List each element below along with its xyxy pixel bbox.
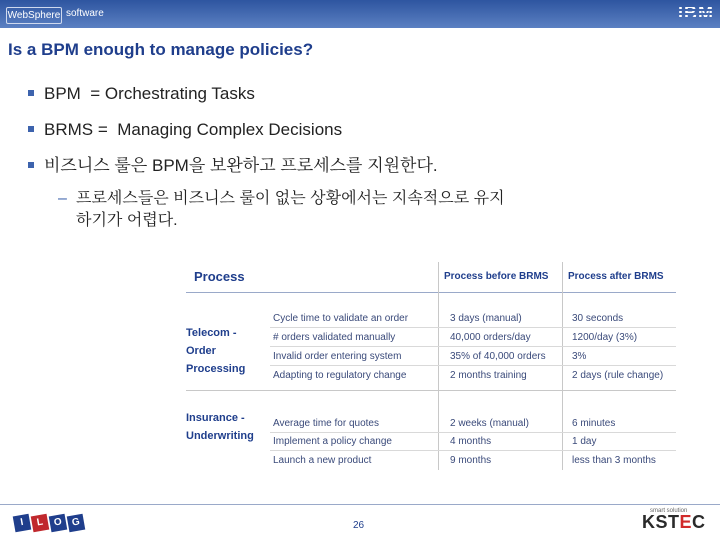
column-divider: [438, 262, 439, 470]
row-divider: [270, 327, 676, 328]
metric-cell: Adapting to regulatory change: [273, 370, 407, 381]
group-label-line: Processing: [186, 363, 246, 375]
before-cell: 35% of 40,000 orders: [450, 351, 546, 362]
kstec-logo-text: KST: [642, 512, 680, 532]
before-cell: 4 months: [450, 436, 492, 447]
kstec-logo-accent: E: [679, 512, 693, 532]
after-cell: 3%: [572, 351, 587, 362]
bullet-item: [28, 120, 688, 140]
row-divider: [270, 346, 676, 347]
row-divider: [270, 365, 676, 366]
header-divider: [186, 292, 676, 293]
metric-cell: Launch a new product: [273, 455, 372, 466]
brms-comparison-table: [186, 262, 676, 470]
group-divider: [186, 390, 676, 391]
bullet-item: [28, 84, 688, 104]
sub-bullet-item: [58, 188, 688, 232]
ilog-letter: G: [67, 514, 86, 533]
column-divider: [562, 262, 563, 470]
after-cell: 2 days (rule change): [572, 370, 664, 381]
bullet-text: 비즈니스 룰은 BPM을 보완하고 프로세스를 지원한다.: [44, 156, 438, 175]
metric-cell: # orders validated manually: [273, 332, 396, 343]
bullet-list: [28, 84, 688, 232]
bullet-square-icon: [28, 126, 34, 132]
bullet-text: BPM = Orchestrating Tasks: [44, 84, 255, 103]
page-number: 26: [353, 520, 365, 531]
bullet-text: BRMS = Managing Complex Decisions: [44, 120, 343, 139]
sub-bullet-line: 프로세스들은 비즈니스 룰이 없는 상황에서는 지속적으로 유지: [76, 190, 505, 207]
kstec-tagline: smart solution: [650, 508, 688, 514]
before-cell: 9 months: [450, 455, 492, 466]
before-cell: 40,000 orders/day: [450, 332, 531, 343]
footer-divider: [0, 504, 720, 505]
before-cell: 2 weeks (manual): [450, 418, 529, 429]
group-label-line: Underwriting: [186, 430, 254, 442]
metric-cell: Average time for quotes: [273, 418, 379, 429]
after-cell: 1200/day (3%): [572, 332, 638, 343]
after-cell: 6 minutes: [572, 418, 616, 429]
before-cell: 2 months training: [450, 370, 527, 381]
metric-cell: Invalid order entering system: [273, 351, 402, 362]
ibm-logo: [658, 3, 714, 25]
ilog-letter: O: [49, 514, 68, 533]
kstec-logo-text: C: [692, 512, 706, 532]
after-cell: less than 3 months: [572, 455, 656, 466]
header-process: Process: [194, 269, 245, 284]
header-bar: [0, 0, 720, 28]
slide-title: Is a BPM enough to manage policies?: [8, 40, 314, 59]
bullet-square-icon: [28, 90, 34, 96]
websphere-logo: WebSphere: [6, 7, 62, 24]
header-after-brms: Process after BRMS: [568, 271, 664, 282]
row-divider: [270, 432, 676, 433]
metric-cell: Implement a policy change: [273, 436, 392, 447]
ilog-letter: L: [31, 514, 50, 533]
before-cell: 3 days (manual): [450, 313, 522, 324]
row-divider: [270, 450, 676, 451]
kstec-logo: [642, 512, 706, 533]
group-label-line: Order: [186, 345, 216, 357]
sub-bullet-line: 하기가 어렵다.: [76, 212, 178, 229]
ilog-logo: [14, 512, 86, 532]
group-label: [186, 409, 254, 445]
metric-cell: Cycle time to validate an order: [273, 313, 409, 324]
ilog-letter: I: [13, 514, 32, 533]
after-cell: 30 seconds: [572, 313, 624, 324]
ibm-logo-text: IBM: [678, 3, 714, 23]
sub-bullet-dash: –: [58, 190, 67, 207]
group-label-line: Insurance -: [186, 412, 245, 424]
software-label: software: [66, 8, 104, 19]
group-label: [186, 324, 245, 378]
group-label-line: Telecom -: [186, 327, 237, 339]
after-cell: 1 day: [572, 436, 597, 447]
header-before-brms: Process before BRMS: [444, 271, 549, 282]
bullet-square-icon: [28, 162, 34, 168]
bullet-item: [28, 156, 688, 176]
